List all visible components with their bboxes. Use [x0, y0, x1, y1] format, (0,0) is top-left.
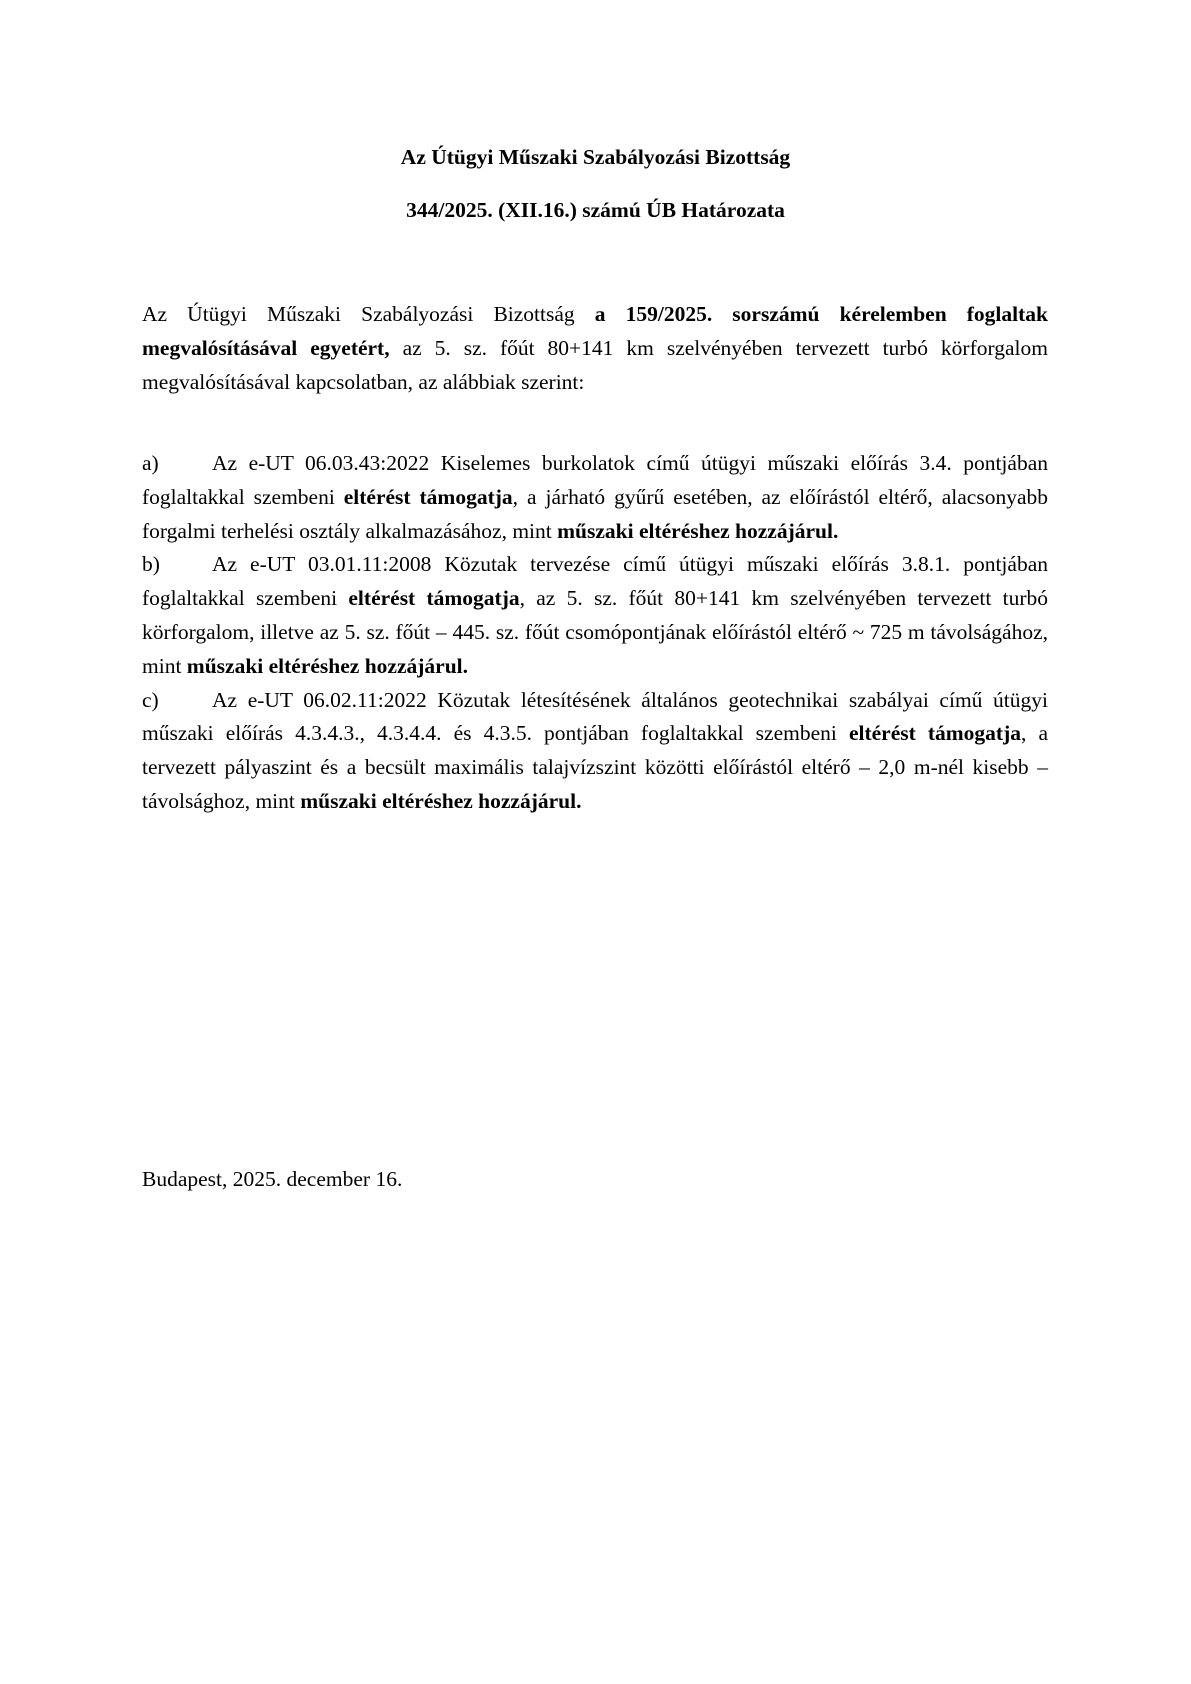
intro-paragraph [142, 298, 1048, 399]
intro-text-1: Az Útügyi Műszaki Szabályozási Bizottság [142, 302, 595, 326]
item-label: b) [142, 552, 160, 577]
item-text: Az e-UT 06.02.11:2022 Közutak létesítésének általános geotechnikai szabályai című útügyi műszaki előírás 4.3.4.3., 4.3.4.4. és 4.3.5. pontjában foglaltakkal szembeni [142, 687, 1048, 746]
document-title-line-2: 344/2025. (XII.16.) számú ÚB Határozata [406, 198, 785, 222]
intro-text-2: az 5. sz. főút 80+141 km szelvényében tervezett turbó körforgalom megvalósításával kapcsolatban, az alábbiak szerint: [142, 335, 1048, 394]
document-title-line-1: Az Útügyi Műszaki Szabályozási Bizottság [400, 145, 791, 169]
decision-item-c [142, 684, 1048, 819]
item-bold: műszaki eltéréshez hozzájárul. [186, 653, 469, 678]
item-bold: eltérést támogatja [848, 721, 1021, 746]
decision-item-b [142, 548, 1048, 683]
item-bold: eltérést támogatja [348, 586, 520, 611]
item-text: Az e-UT 03.01.11:2008 Közutak tervezése című útügyi műszaki előírás 3.8.1. pontjában foglaltakkal szembeni [142, 552, 1048, 611]
item-text: , az 5. sz. főút 80+141 km szelvényében tervezett turbó körforgalom, illetve az 5. sz. főút – 445. sz. főút csomópontjának előírástól eltérő ~ 725 m távolságához, mint [142, 586, 1048, 678]
place-and-date: Budapest, 2025. december 16. [142, 1167, 403, 1191]
item-text: Az e-UT 06.03.43:2022 Kiselemes burkolatok című útügyi műszaki előírás 3.4. pontjában foglaltakkal szembeni [142, 451, 1048, 509]
item-text: , a tervezett pályaszint és a becsült maximális talajvízszint közötti előírástól eltérő – 2,0 m-nél kisebb – távolsághoz, mint [142, 721, 1048, 813]
item-bold: eltérést támogatja [343, 484, 513, 509]
item-bold: műszaki eltéréshez hozzájárul. [557, 518, 839, 543]
decision-item-a [142, 447, 1048, 548]
intro-bold-1: a 159/2025. sorszámú kérelemben foglaltak megvalósításával egyetért, [142, 302, 1048, 360]
item-label: a) [142, 451, 159, 475]
decision-items [142, 447, 1048, 819]
item-label: c) [142, 687, 159, 712]
item-bold: műszaki eltéréshez hozzájárul. [300, 788, 582, 813]
item-text: , a járható gyűrű esetében, az előírástól eltérő, alacsonyabb forgalmi terhelési osztály alkalmazásához, mint [142, 484, 1048, 543]
